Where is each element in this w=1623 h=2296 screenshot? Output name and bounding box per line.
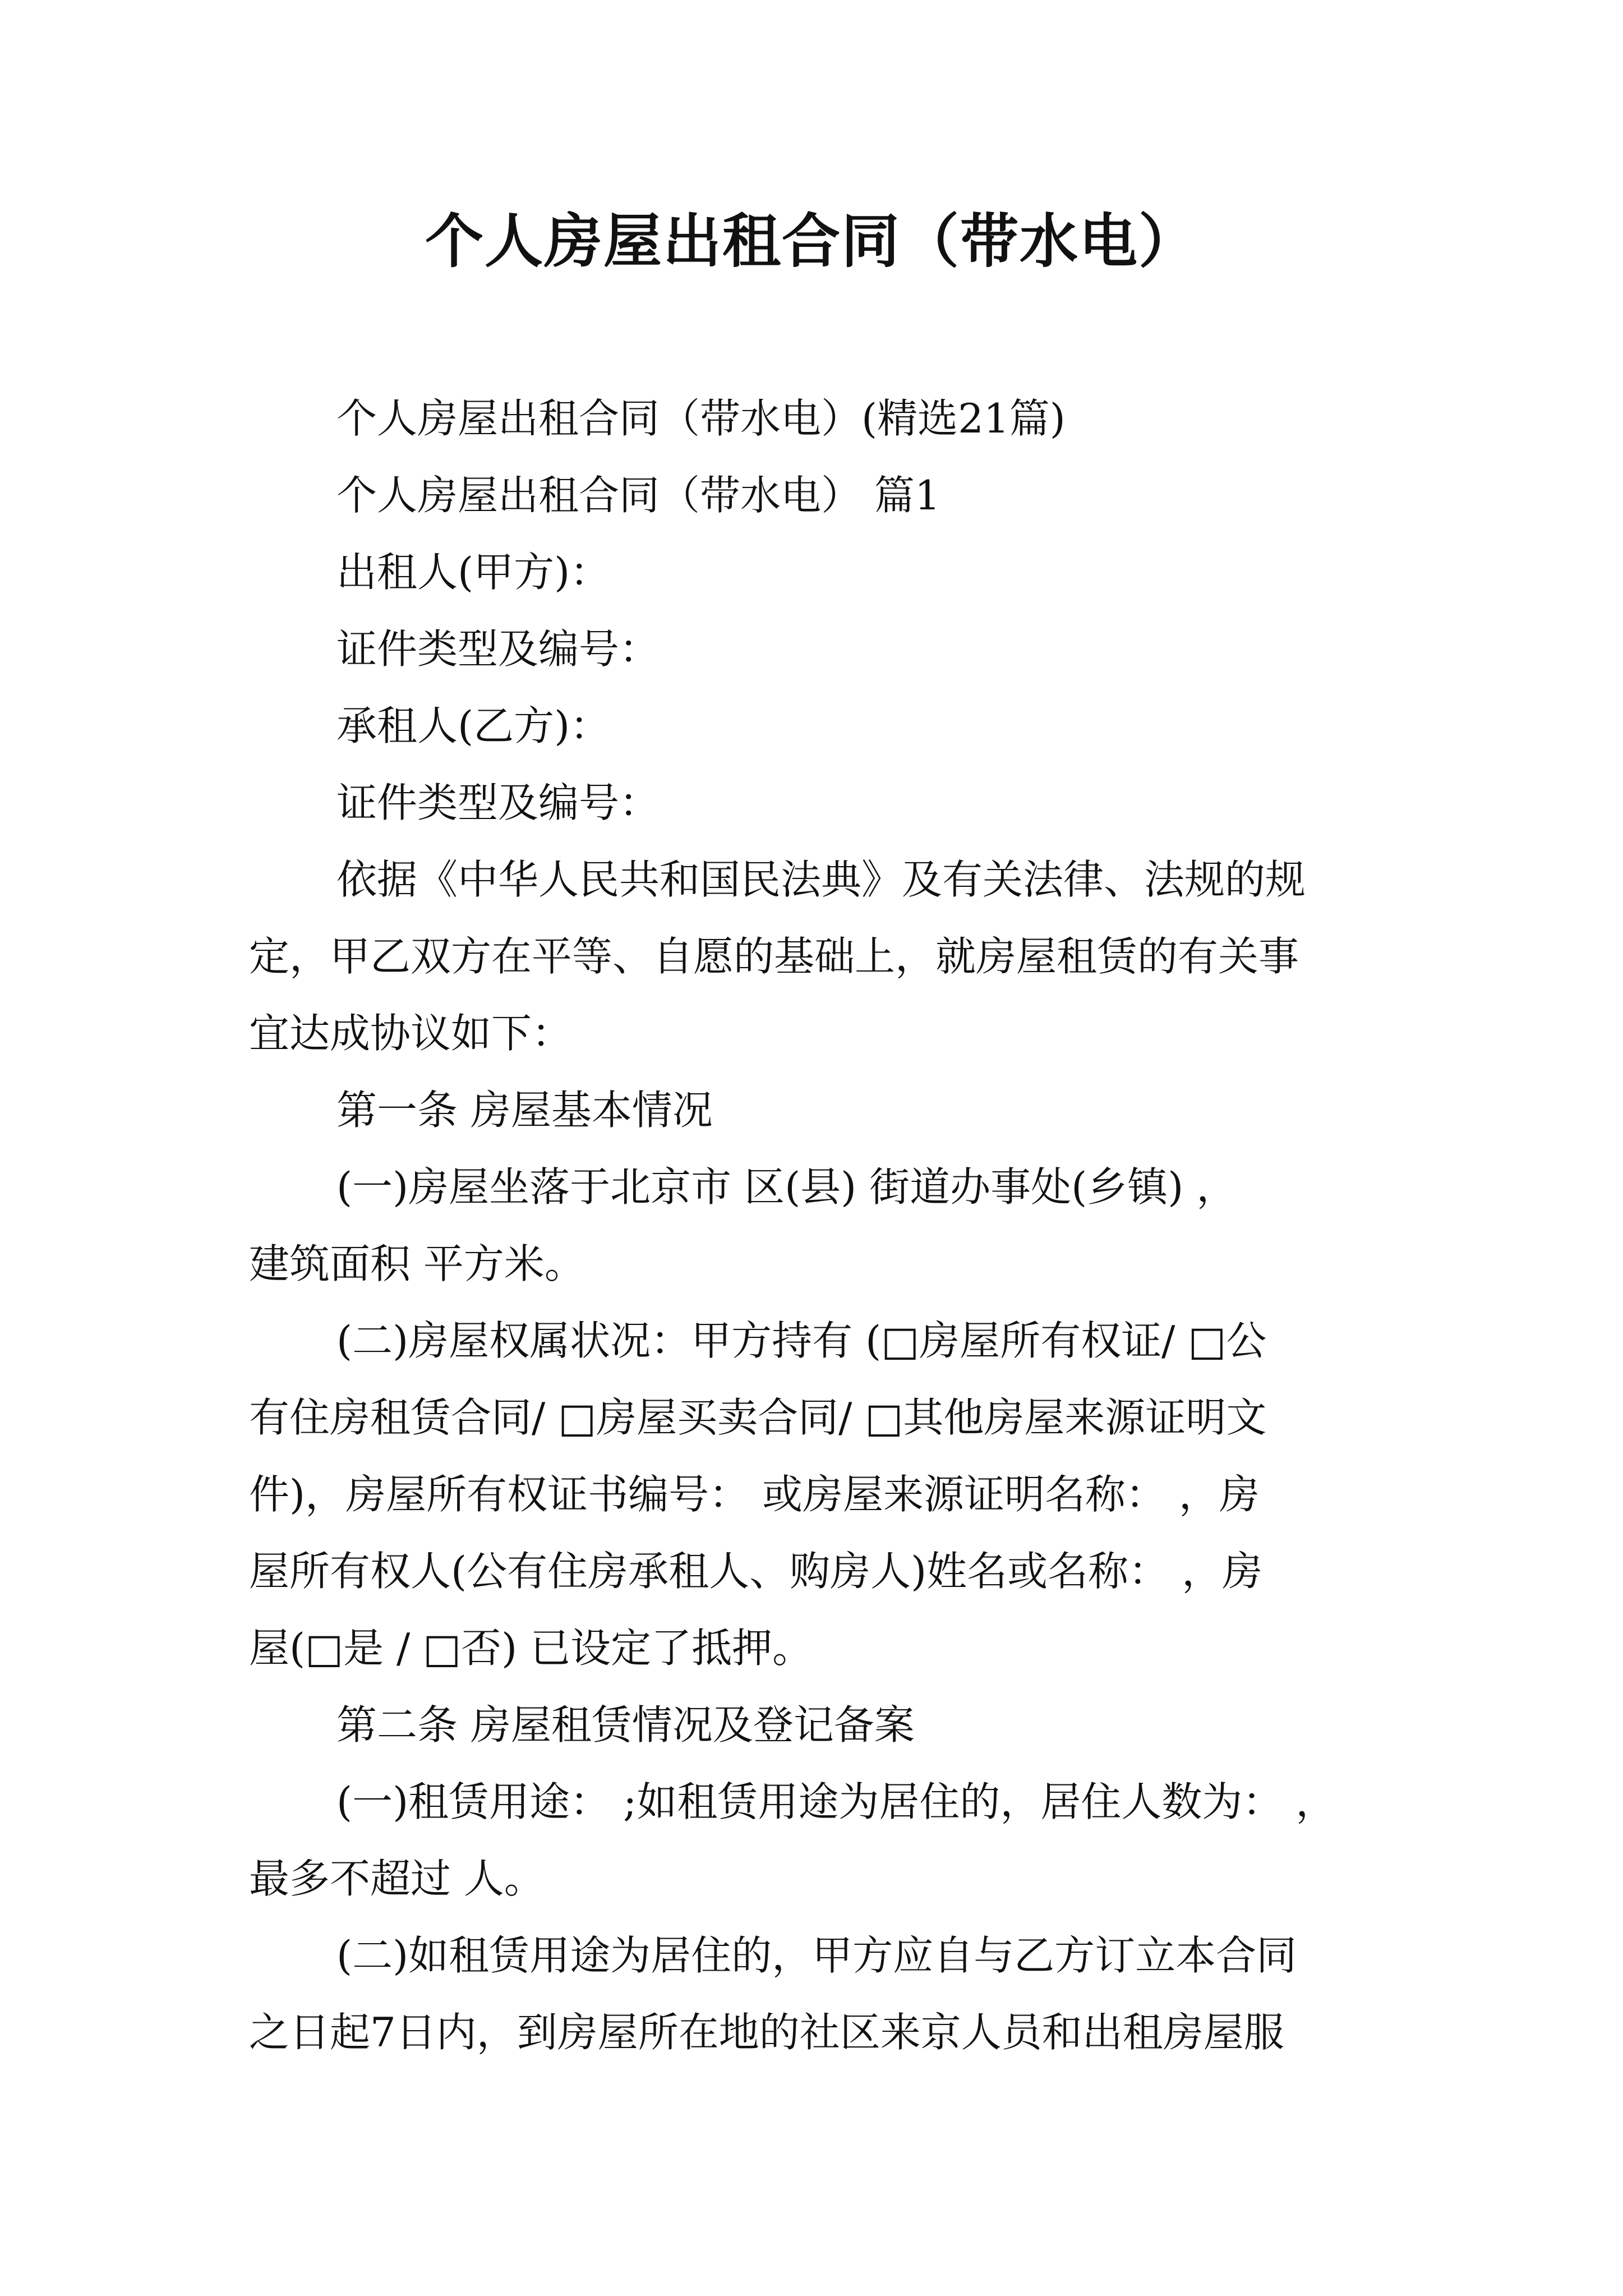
paragraph-line: 宜达成协议如下：: [249, 1010, 573, 1057]
paragraph-line: (二)房屋权属状况：甲方持有 (□房屋所有权证/ □公: [336, 1317, 1267, 1364]
document-body: [249, 380, 1376, 2071]
paragraph-line: 有住房租赁合同/ □房屋买卖合同/ □其他房屋来源证明文: [249, 1394, 1267, 1441]
paragraph-line: 证件类型及编号：: [336, 779, 660, 826]
paragraph-line: (一)房屋坐落于北京市 区(县) 街道办事处(乡镇) ，: [336, 1163, 1237, 1211]
paragraph-line: 屋所有权人(公有住房承租人、购房人)姓名或名称： ，房: [249, 1548, 1263, 1595]
paragraph-line: 屋(□是 / □否) 已设定了抵押。: [249, 1625, 813, 1672]
paragraph-line: 依据《中华人民共和国民法典》及有关法律、法规的规: [336, 856, 1306, 903]
paragraph-line: 承租人(乙方)：: [336, 702, 611, 749]
paragraph-line: 个人房屋出租合同（带水电） 篇1: [336, 472, 940, 519]
section-heading: 第一条 房屋基本情况: [336, 1087, 713, 1134]
paragraph-line: 件)，房屋所有权证书编号： 或房屋来源证明名称： ，房: [249, 1471, 1260, 1518]
paragraph-line: 个人房屋出租合同（带水电）(精选21篇): [336, 395, 1066, 442]
paragraph-line: 出租人(甲方)：: [336, 549, 611, 596]
paragraph-line: (一)租赁用途： ;如租赁用途为居住的，居住人数为： ，: [336, 1778, 1336, 1825]
document-title: 个人房屋出租合同（带水电）: [425, 206, 1198, 275]
paragraph-line: 建筑面积 平方米。: [249, 1240, 585, 1287]
paragraph-line: (二)如租赁用途为居住的，甲方应自与乙方订立本合同: [336, 1932, 1297, 1979]
paragraph-line: 最多不超过 人。: [249, 1855, 545, 1902]
paragraph-line: 定，甲乙双方在平等、自愿的基础上，就房屋租赁的有关事: [249, 933, 1299, 980]
section-heading: 第二条 房屋租赁情况及登记备案: [336, 1701, 915, 1749]
paragraph-line: 证件类型及编号：: [336, 625, 660, 673]
paragraph-line: 之日起7日内，到房屋所在地的社区来京人员和出租房屋服: [249, 2009, 1284, 2056]
